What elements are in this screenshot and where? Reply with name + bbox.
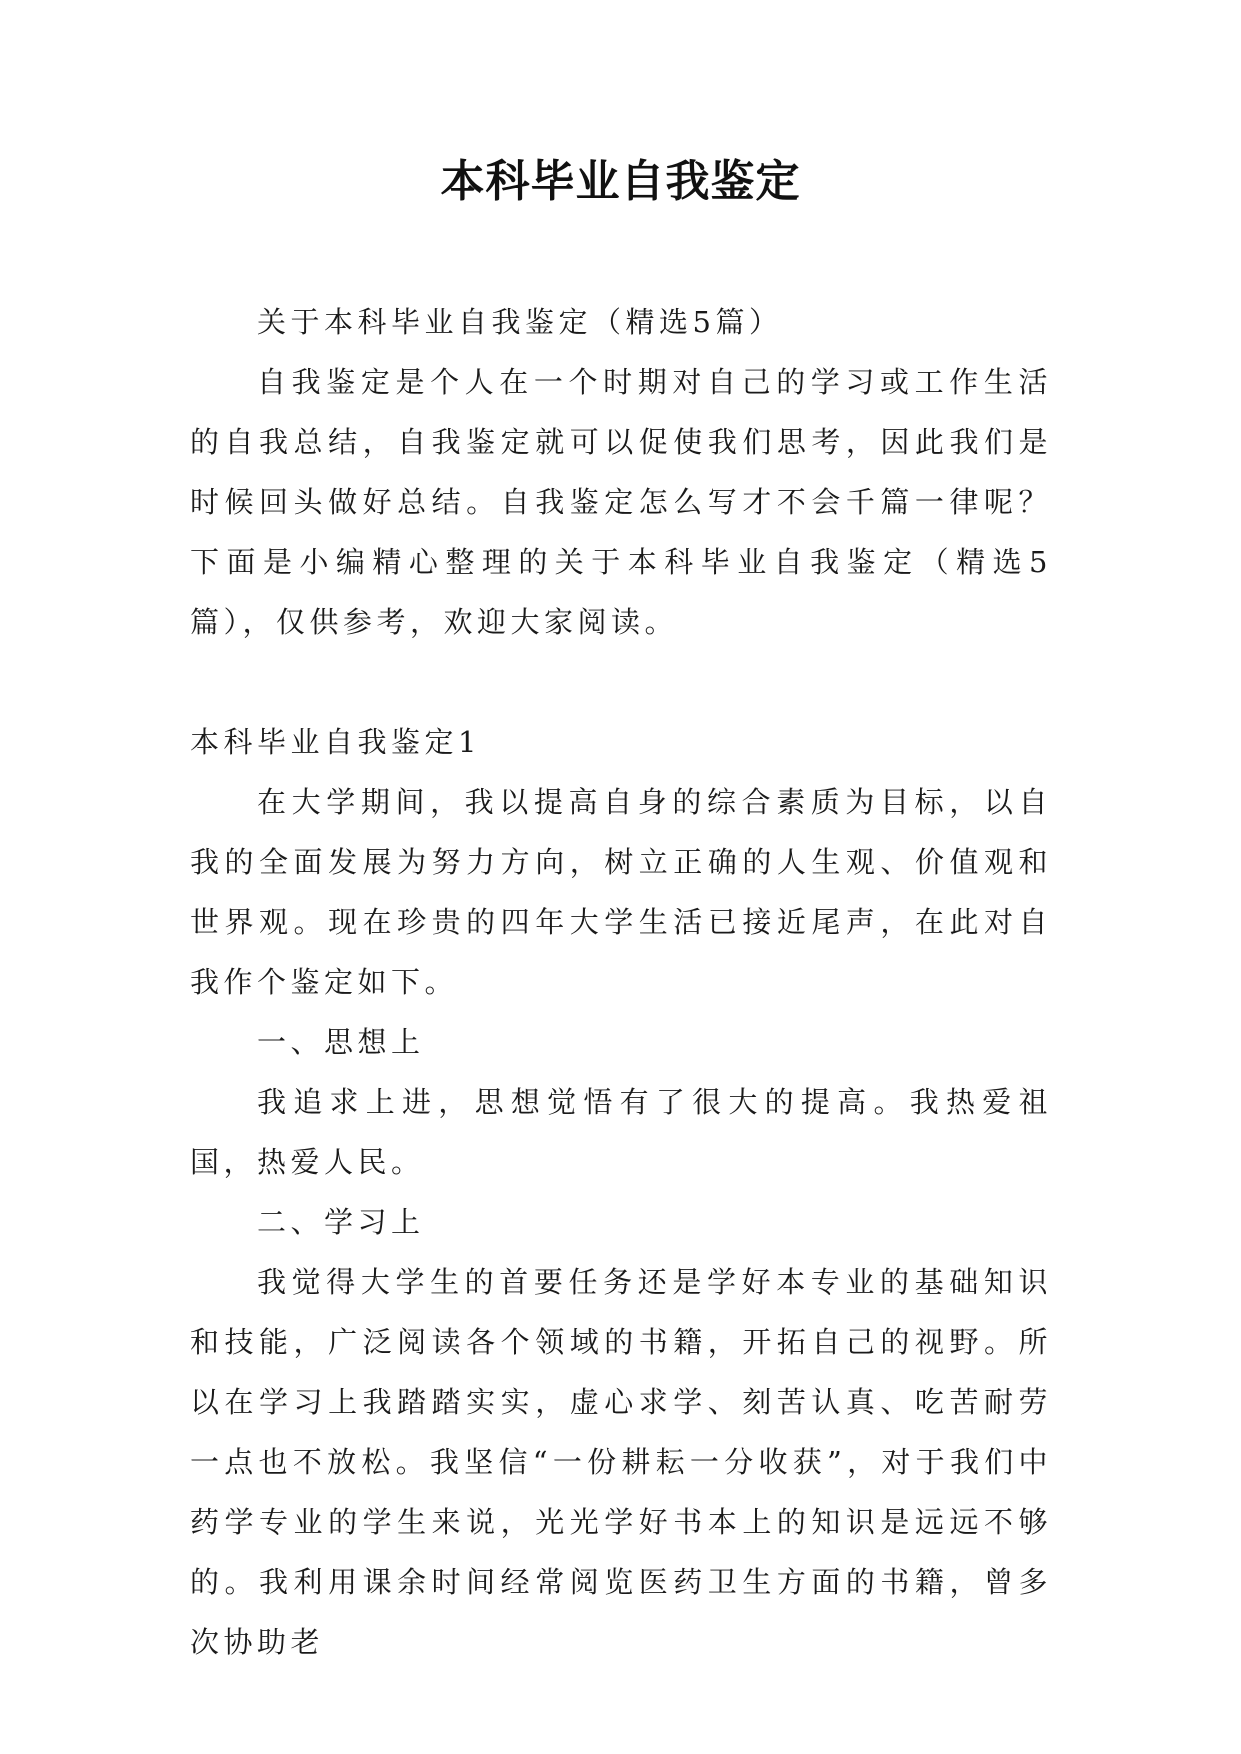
section-paragraph: 在大学期间，我以提高自身的综合素质为目标，以自我的全面发展为努力方向，树立正确的人生观、价值观和世界观。现在珍贵的四年大学生活已接近尾声，在此对自我作个鉴定如下。 xyxy=(190,785,1052,999)
thought-paragraph: 我追求上进，思想觉悟有了很大的提高。我热爱祖国，热爱人民。 xyxy=(190,1085,1052,1179)
intro-paragraph: 自我鉴定是个人在一个时期对自己的学习或工作生活的自我总结，自我鉴定就可以促使我们思考，因此我们是时候回头做好总结。自我鉴定怎么写才不会千篇一律呢？下面是小编精心整理的关于本科毕业自我鉴定（精选5篇），仅供参考，欢迎大家阅读。 xyxy=(190,365,1052,639)
document-title: 本科毕业自我鉴定 xyxy=(440,156,801,207)
paragraph-spacer xyxy=(190,652,1052,712)
subheading-thought: 一、思想上 xyxy=(257,1025,425,1059)
intro-heading: 关于本科毕业自我鉴定（精选5篇） xyxy=(257,305,783,339)
document-body xyxy=(190,292,1052,1672)
subheading-study: 二、学习上 xyxy=(257,1205,425,1239)
study-paragraph: 我觉得大学生的首要任务还是学好本专业的基础知识和技能，广泛阅读各个领域的书籍，开拓自己的视野。所以在学习上我踏踏实实，虚心求学、刻苦认真、吃苦耐劳一点也不放松。我坚信“一份耕耘一分收获”，对于我们中药学专业的学生来说，光光学好书本上的知识是远远不够的。我利用课余时间经常阅览医药卫生方面的书籍，曾多次协助老 xyxy=(190,1265,1052,1659)
section-heading: 本科毕业自我鉴定1 xyxy=(190,725,481,759)
